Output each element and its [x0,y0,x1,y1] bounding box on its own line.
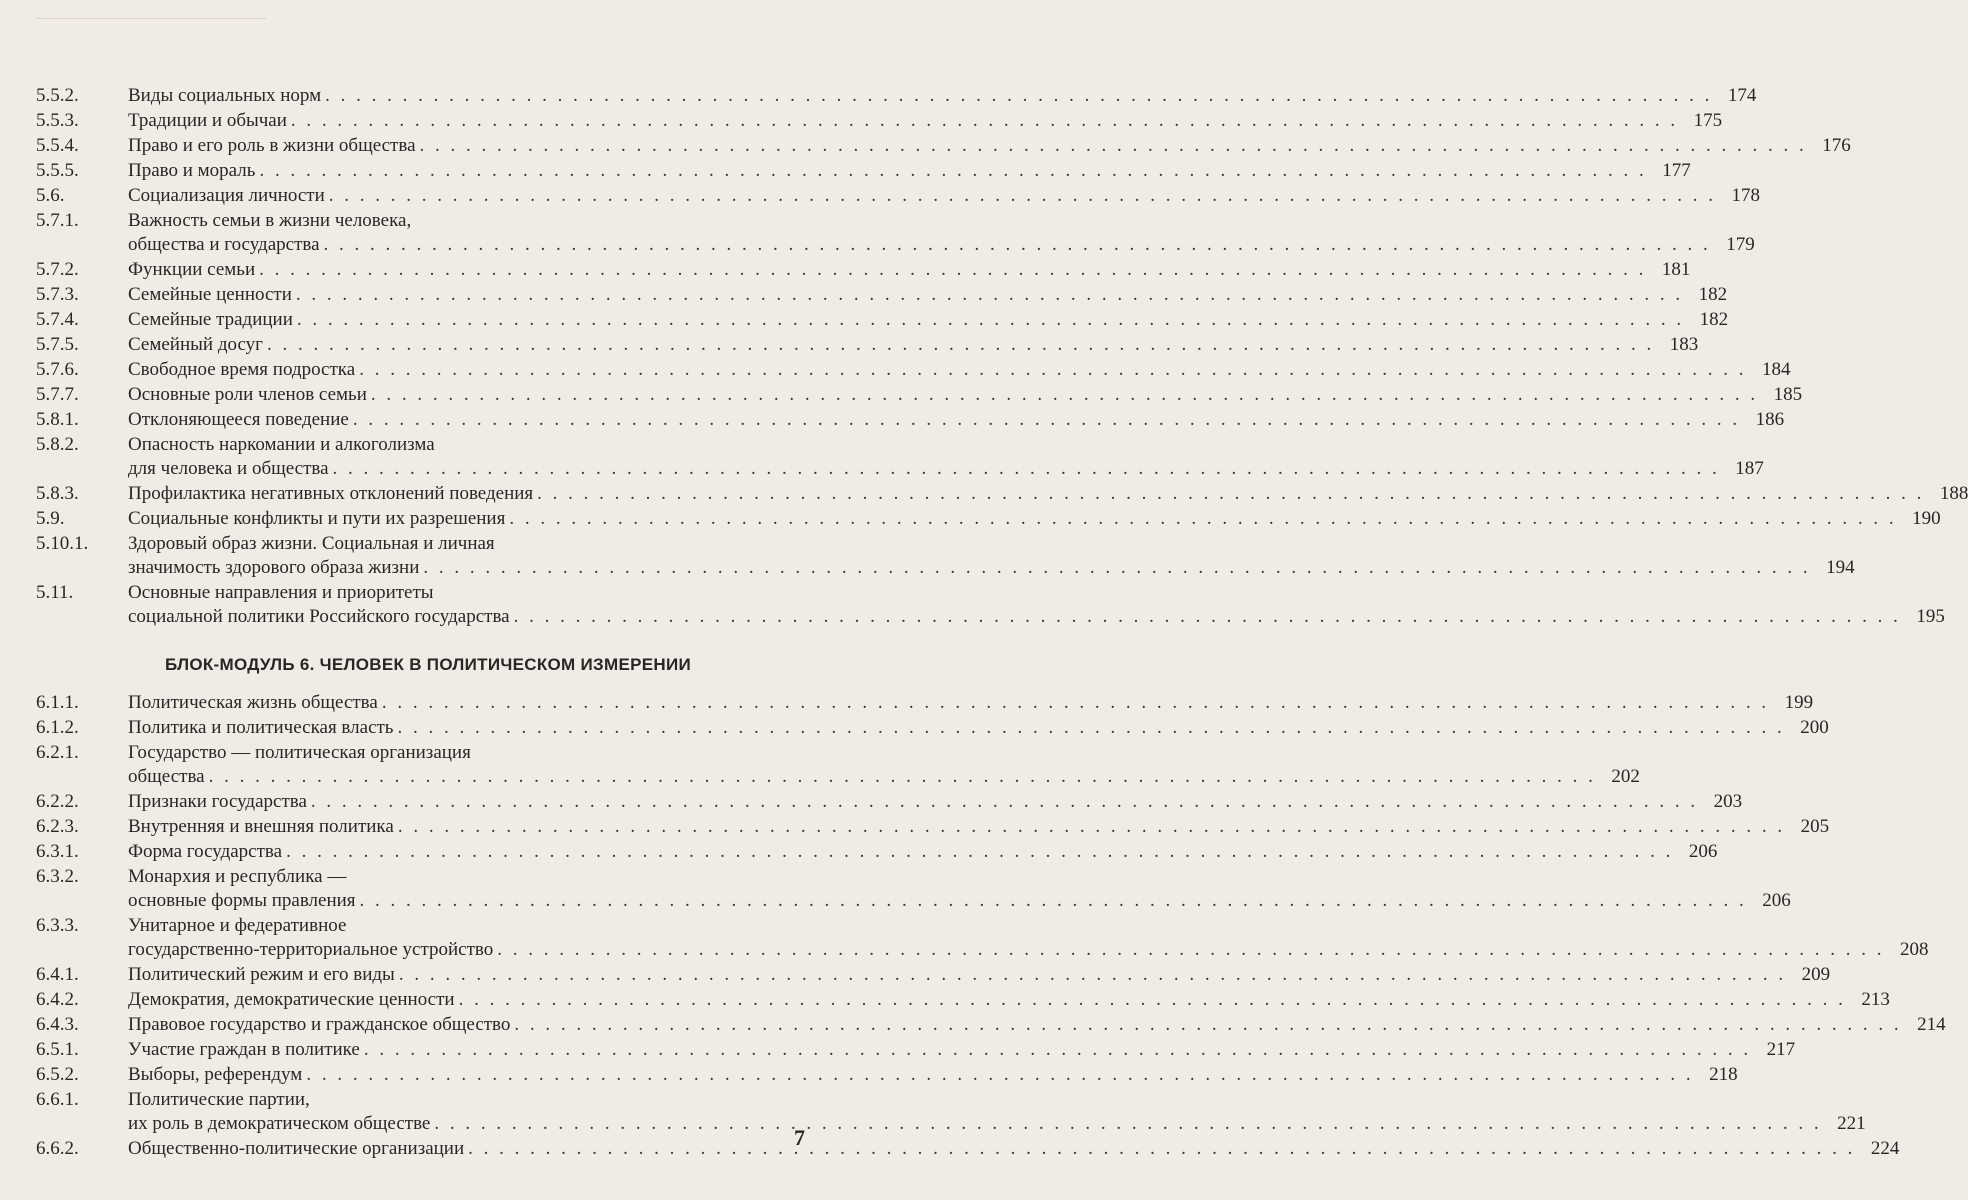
entry-line [128,741,1640,765]
entry-body [128,358,1790,382]
entry-number: 5.7.4. [36,309,79,330]
toc-entry [36,408,1785,432]
dot-leader [537,482,1924,506]
entry-title: Государство — политическая организация [128,742,471,763]
dot-leader [364,1038,1751,1062]
entry-number: 6.1.1. [36,692,79,713]
entry-body [128,1038,1795,1062]
dot-leader [286,840,1673,864]
dot-leader [420,134,1807,158]
toc-entry [36,258,1691,282]
dot-leader [296,283,1683,307]
dot-leader [267,333,1654,357]
entry-page: 203 [1713,791,1743,812]
entry-body [128,109,1722,133]
entry-title: Здоровый образ жизни. Социальная и личная [128,533,495,554]
dot-leader [514,605,1901,629]
entry-line [128,1063,1738,1087]
dot-leader [353,408,1740,432]
entry-line [128,1038,1795,1062]
entry-page: 187 [1735,458,1764,479]
entry-page: 175 [1693,110,1723,131]
entry-page: 205 [1800,816,1830,837]
entry-body [128,988,1890,1012]
entry-number: 5.5.2. [36,85,79,106]
entry-number: 5.5.4. [36,135,79,156]
entry-number: 5.10.1. [36,533,89,554]
entry-body [128,1013,1946,1037]
entry-title: Признаки государства [128,791,307,812]
entry-line [128,1137,1899,1161]
entry-number: 5.7.2. [36,259,79,280]
entry-body [128,283,1727,307]
entry-body [128,184,1760,208]
entry-line [128,840,1717,864]
toc-entry [36,691,1814,715]
entry-line [128,1013,1946,1037]
entry-body [128,507,1941,531]
toc-entry [36,840,1718,864]
entry-title: Профилактика негативных отклонений поведения [128,483,534,504]
entry-body [128,209,1755,257]
entry-line [128,815,1829,839]
entry-number: 6.4.1. [36,964,79,985]
entry-page: 181 [1661,259,1691,280]
toc-list-module-6 [36,691,1946,1161]
section-heading: БЛОК-МОДУЛЬ 6. ЧЕЛОВЕК В ПОЛИТИЧЕСКОМ ИЗМЕРЕНИИ [165,655,691,674]
toc-entry [36,358,1791,382]
dot-leader [509,507,1896,531]
toc-entry [36,507,1941,531]
toc-entry [36,209,1755,257]
entry-line [128,433,1764,457]
entry-page: 218 [1709,1064,1738,1085]
entry-number: 6.2.3. [36,816,79,837]
entry-title: Демократия, демократические ценности [128,989,455,1010]
toc-entry [36,914,1929,962]
entry-line [128,134,1851,158]
toc-entry [36,532,1855,580]
dot-leader [360,889,1747,913]
entry-number: 6.3.3. [36,915,79,936]
dot-leader [259,159,1646,183]
entry-page: 224 [1870,1138,1900,1159]
entry-page: 208 [1900,939,1929,960]
entry-number: 5.5.3. [36,110,79,131]
entry-line [128,408,1784,432]
dot-leader [423,556,1810,580]
entry-number: 5.5.5. [36,160,79,181]
entry-line [128,84,1756,108]
entry-body [128,716,1829,740]
toc-entry [36,716,1829,740]
toc-entry [36,482,1968,506]
toc-entry [36,333,1699,357]
entry-page: 194 [1826,557,1855,578]
entry-number: 5.8.2. [36,434,79,455]
dot-leader [382,691,1769,715]
entry-body [128,741,1640,789]
entry-page: 182 [1699,309,1729,330]
entry-page: 177 [1662,160,1691,181]
entry-body [128,333,1698,357]
entry-page: 186 [1755,409,1785,430]
entry-page: 184 [1761,359,1791,380]
toc-entry [36,790,1743,814]
entry-body [128,1063,1738,1087]
toc-entry [36,988,1890,1012]
entry-line [128,258,1690,282]
entry-line [128,581,1945,605]
entry-body [128,1137,1899,1161]
entry-number: 6.3.2. [36,866,79,887]
entry-line [128,889,1791,913]
toc-entry [36,815,1830,839]
toc-entry [36,134,1851,158]
entry-title: Основные направления и приоритеты [128,582,434,603]
entry-body [128,790,1742,814]
entry-page: 190 [1912,508,1941,529]
entry-title: Важность семьи в жизни человека, [128,210,412,231]
entry-page: 185 [1773,384,1803,405]
entry-title: Свободное время подростка [128,359,356,380]
toc-entry [36,433,1764,481]
entry-title: Традиции и обычаи [128,110,287,131]
entry-page: 206 [1688,841,1718,862]
entry-body [128,258,1690,282]
toc-entry [36,184,1761,208]
entry-page: 174 [1727,85,1757,106]
toc-entry [36,308,1729,332]
toc-entry [36,1063,1738,1087]
dot-leader [497,938,1884,962]
entry-title: Социализация личности [128,185,325,206]
entry-line [128,159,1691,183]
dot-leader [359,358,1746,382]
entry-page: 214 [1917,1014,1946,1035]
entry-number: 5.7.5. [36,334,79,355]
dot-leader [371,383,1758,407]
dot-leader [311,790,1698,814]
toc-entry [36,283,1728,307]
entry-title: Унитарное и федеративное [128,915,347,936]
entry-line [128,358,1790,382]
entry-number: 5.7.7. [36,384,79,405]
entry-body [128,134,1851,158]
entry-page: 188 [1939,483,1968,504]
entry-body [128,865,1791,913]
top-rule [36,18,266,19]
entry-line [128,333,1698,357]
entry-body [128,408,1784,432]
entry-number: 5.8.3. [36,483,79,504]
page-number: 7 [794,1125,805,1150]
dot-leader [259,258,1646,282]
entry-line [128,691,1813,715]
dot-leader [291,109,1678,133]
dot-leader [434,1112,1821,1136]
entry-title: Отклоняющееся поведение [128,409,349,430]
entry-title: Политическая жизнь общества [128,692,378,713]
entry-page: 206 [1762,890,1791,911]
entry-title: Опасность наркомании и алкоголизма [128,434,435,455]
entry-line [128,556,1855,580]
entry-body [128,308,1728,332]
entry-body [128,840,1717,864]
entry-title: Основные роли членов семьи [128,384,367,405]
toc-entry [36,1137,1900,1161]
toc-list-module-5 [36,84,1968,629]
entry-number: 5.6. [36,185,65,206]
toc-entry [36,581,1945,629]
entry-body [128,691,1813,715]
entry-page: 209 [1801,964,1831,985]
entry-page: 200 [1800,717,1829,738]
entry-line [128,914,1929,938]
entry-title: Право и его роль в жизни общества [128,135,416,156]
entry-title: Функции семьи [128,259,256,280]
toc-entry [36,865,1791,913]
entry-line [128,507,1941,531]
entry-body [128,433,1764,481]
entry-body [128,482,1968,506]
entry-title: Семейные ценности [128,284,292,305]
entry-title: значимость здорового образа жизни [128,557,420,578]
entry-title: социальной политики Российского государства [128,606,510,627]
dot-leader [468,1137,1855,1161]
entry-line [128,233,1755,257]
entry-line [128,1112,1866,1136]
entry-number: 6.1.2. [36,717,79,738]
entry-number: 5.11. [36,582,74,603]
entry-page: 217 [1766,1039,1796,1060]
toc-entry [36,1038,1796,1062]
entry-body [128,1088,1866,1136]
dot-leader [397,716,1784,740]
toc-entry [36,1013,1946,1037]
entry-page: 199 [1784,692,1814,713]
table-of-contents [36,84,1968,1162]
toc-entry [36,383,1803,407]
dot-leader [459,988,1846,1012]
entry-body [128,581,1945,629]
entry-number: 6.5.2. [36,1064,79,1085]
entry-number: 6.6.1. [36,1089,79,1110]
entry-title: государственно-территориальное устройство [128,939,494,960]
entry-number: 5.7.3. [36,284,79,305]
toc-entry [36,159,1691,183]
entry-number: 6.2.1. [36,742,79,763]
dot-leader [297,308,1684,332]
entry-line [128,963,1830,987]
entry-line [128,865,1791,889]
entry-title: Форма государства [128,841,283,862]
entry-page: 213 [1861,989,1890,1010]
entry-line [128,790,1742,814]
entry-title: Семейные традиции [128,309,293,330]
entry-page: 178 [1731,185,1761,206]
entry-line [128,532,1855,556]
entry-title: общества и государства [128,234,320,255]
dot-leader [398,815,1785,839]
entry-number: 6.3.1. [36,841,79,862]
entry-page: 195 [1916,606,1945,627]
entry-body [128,963,1830,987]
dot-leader [306,1063,1693,1087]
dot-leader [325,84,1712,108]
entry-title: Выборы, референдум [128,1064,303,1085]
entry-body [128,815,1829,839]
entry-line [128,716,1829,740]
entry-body [128,383,1802,407]
entry-title: Социальные конфликты и пути их разрешения [128,508,506,529]
entry-number: 6.4.2. [36,989,79,1010]
entry-line [128,457,1764,481]
entry-line [128,1088,1866,1112]
entry-line [128,605,1945,629]
entry-number: 6.4.3. [36,1014,79,1035]
entry-body [128,532,1855,580]
entry-title: Правовое государство и гражданское общество [128,1014,511,1035]
entry-title: их роль в демократическом обществе [128,1113,431,1134]
entry-number: 5.7.6. [36,359,79,380]
entry-line [128,308,1728,332]
entry-page: 221 [1837,1113,1866,1134]
entry-line [128,184,1760,208]
entry-page: 183 [1669,334,1699,355]
dot-leader [324,233,1711,257]
toc-entry [36,741,1640,789]
entry-line [128,109,1722,133]
entry-line [128,283,1727,307]
toc-entry [36,963,1831,987]
toc-entry [36,84,1757,108]
dot-leader [514,1013,1901,1037]
entry-line [128,988,1890,1012]
entry-line [128,765,1640,789]
entry-number: 5.8.1. [36,409,79,430]
entry-title: Политика и политическая власть [128,717,394,738]
entry-body [128,84,1756,108]
entry-page: 202 [1611,766,1640,787]
dot-leader [333,457,1720,481]
toc-entry [36,1088,1866,1136]
entry-title: Монархия и республика — [128,866,347,887]
entry-number: 5.7.1. [36,210,79,231]
entry-page: 182 [1698,284,1728,305]
entry-body [128,914,1929,962]
entry-number: 6.5.1. [36,1039,79,1060]
entry-title: общества [128,766,205,787]
entry-title: Внутренняя и внешняя политика [128,816,394,837]
entry-title: Семейный досуг [128,334,263,355]
entry-title: Право и мораль [128,160,256,181]
dot-leader [329,184,1716,208]
entry-number: 5.9. [36,508,65,529]
entry-title: Общественно-политические организации [128,1138,465,1159]
entry-title: для человека и общества [128,458,329,479]
entry-title: Виды социальных норм [128,85,322,106]
entry-number: 6.2.2. [36,791,79,812]
toc-entry [36,109,1723,133]
entry-page: 179 [1726,234,1755,255]
dot-leader [209,765,1596,789]
entry-line [128,383,1802,407]
entry-title: Политические партии, [128,1089,310,1110]
entry-number: 6.6.2. [36,1138,79,1159]
entry-title: основные формы правления [128,890,356,911]
entry-body [128,159,1691,183]
entry-title: Политический режим и его виды [128,964,395,985]
entry-line [128,209,1755,233]
dot-leader [399,963,1786,987]
entry-line [128,938,1929,962]
entry-title: Участие граждан в политике [128,1039,360,1060]
entry-page: 176 [1822,135,1851,156]
entry-line [128,482,1968,506]
